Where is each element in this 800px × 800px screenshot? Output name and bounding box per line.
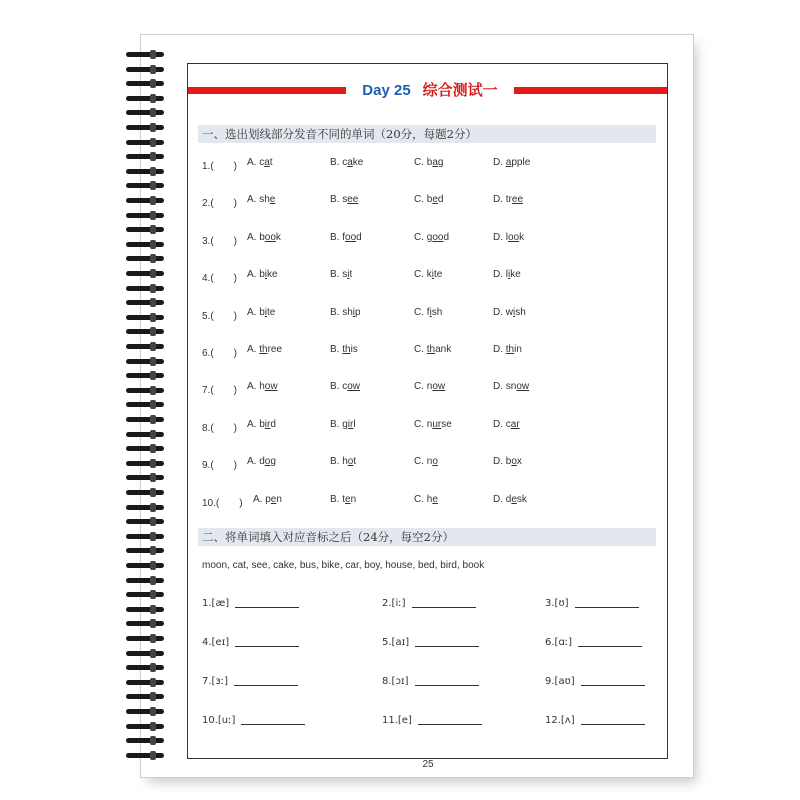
option-b: B. hot (330, 456, 357, 468)
section1-heading: 一、选出划线部分发音不同的单词（20分，每题2分） (198, 125, 656, 143)
question-number: 5.( ) (202, 310, 237, 322)
option-b: B. cow (330, 381, 361, 393)
binding-ring (126, 342, 166, 352)
option-c: C. bag (414, 157, 444, 168)
answer-blank[interactable] (234, 675, 298, 686)
question-number: 2.( ) (202, 198, 237, 210)
phonetic-item (202, 675, 298, 687)
binding-ring (126, 459, 166, 469)
phonetic-label: 10.[uː] (202, 715, 236, 726)
binding-ring (126, 707, 166, 717)
phonetic-item (545, 675, 645, 687)
binding-ring (126, 138, 166, 148)
option-a: A. cat (247, 157, 273, 168)
binding-ring (126, 371, 166, 381)
option-c: C. kite (414, 269, 443, 281)
answer-blank[interactable] (415, 636, 479, 647)
option-b: B. sit (330, 269, 353, 281)
binding-ring (126, 663, 166, 673)
answer-blank[interactable] (578, 636, 642, 647)
question-number: 10.( ) (202, 497, 243, 509)
binding-ring (126, 634, 166, 644)
phonetic-item (545, 636, 642, 648)
answer-blank[interactable] (235, 597, 299, 608)
page-number: 25 (422, 759, 434, 770)
option-d: D. wish (493, 306, 526, 318)
phonetic-label: 2.[iː] (382, 598, 406, 609)
phonetic-label: 9.[aʊ] (545, 676, 575, 687)
binding-ring (126, 736, 166, 746)
phonetic-label: 4.[eɪ] (202, 637, 230, 648)
phonetic-item (202, 714, 305, 726)
binding-ring (126, 488, 166, 498)
binding-ring (126, 327, 166, 337)
option-a: A. three (247, 344, 283, 355)
option-b: B. girl (330, 418, 356, 430)
answer-blank[interactable] (581, 714, 645, 725)
title-bar-left (188, 87, 346, 94)
option-d: D. apple (493, 157, 531, 168)
option-b: B. cake (330, 157, 364, 168)
binding-ring (126, 269, 166, 279)
option-a: A. pen (253, 493, 282, 505)
binding-ring (126, 211, 166, 221)
binding-ring (126, 692, 166, 702)
question-number: 8.( ) (202, 422, 237, 434)
option-c: C. now (414, 381, 446, 393)
question-number: 1.( ) (202, 161, 237, 172)
binding-ring (126, 590, 166, 600)
phonetic-label: 8.[ɔɪ] (382, 676, 409, 687)
binding-ring (126, 532, 166, 542)
question-number: 9.( ) (202, 460, 237, 472)
question-number: 6.( ) (202, 348, 237, 359)
binding-ring (126, 576, 166, 586)
phonetic-item (382, 636, 479, 648)
question-number: 3.( ) (202, 235, 237, 247)
binding-ring (126, 561, 166, 571)
option-c: C. he (414, 493, 438, 505)
binding-ring (126, 517, 166, 527)
binding-ring (126, 619, 166, 629)
binding-ring (126, 196, 166, 206)
binding-ring (126, 430, 166, 440)
phonetic-item (382, 714, 482, 726)
answer-blank[interactable] (418, 714, 482, 725)
binding-ring (126, 605, 166, 615)
answer-blank[interactable] (575, 597, 639, 608)
option-d: D. box (493, 456, 522, 468)
option-d: D. car (493, 418, 520, 430)
binding-ring (126, 284, 166, 294)
title-day: Day 25 (362, 82, 411, 99)
phonetic-item (202, 636, 299, 648)
option-d: D. look (493, 231, 525, 243)
option-d: D. like (493, 269, 521, 281)
binding-ring (126, 240, 166, 250)
binding-ring (126, 415, 166, 425)
option-a: A. bird (247, 418, 276, 430)
option-d: D. thin (493, 344, 522, 355)
question-number: 4.( ) (202, 273, 237, 285)
binding-ring (126, 298, 166, 308)
answer-blank[interactable] (581, 675, 645, 686)
option-b: B. food (330, 231, 362, 243)
phonetic-item (382, 597, 476, 609)
option-c: C. bed (414, 194, 444, 206)
option-b: B. ten (330, 493, 357, 505)
option-d: D. tree (493, 194, 524, 206)
answer-blank[interactable] (235, 636, 299, 647)
title-subtitle: 综合测试一 (422, 82, 498, 99)
binding-ring (126, 649, 166, 659)
option-c: C. fish (414, 306, 443, 318)
section2-heading: 二、将单词填入对应音标之后（24分，每空2分） (198, 528, 656, 546)
spiral-binding (126, 50, 166, 770)
page-title (346, 78, 514, 104)
binding-ring (126, 123, 166, 133)
phonetic-item (545, 597, 639, 609)
binding-ring (126, 108, 166, 118)
answer-blank[interactable] (241, 714, 305, 725)
binding-ring (126, 152, 166, 162)
answer-blank[interactable] (412, 597, 476, 608)
option-a: A. book (247, 231, 281, 243)
binding-ring (126, 722, 166, 732)
phonetic-item (382, 675, 479, 687)
option-a: A. how (247, 381, 278, 393)
binding-ring (126, 94, 166, 104)
phonetic-item (202, 597, 299, 609)
option-d: D. snow (493, 381, 530, 393)
binding-ring (126, 50, 166, 60)
phonetic-item (545, 714, 645, 726)
option-a: A. she (247, 194, 276, 206)
binding-ring (126, 386, 166, 396)
phonetic-label: 12.[ʌ] (545, 715, 575, 726)
phonetic-label: 11.[e] (382, 715, 412, 726)
binding-ring (126, 473, 166, 483)
title-banner (188, 78, 667, 104)
binding-ring (126, 546, 166, 556)
binding-ring (126, 313, 166, 323)
binding-ring (126, 357, 166, 367)
option-c: C. nurse (414, 418, 452, 430)
phonetic-label: 3.[ʊ] (545, 598, 569, 609)
binding-ring (126, 444, 166, 454)
title-bar-right (514, 87, 667, 94)
binding-ring (126, 79, 166, 89)
answer-blank[interactable] (415, 675, 479, 686)
phonetic-label: 5.[aɪ] (382, 637, 410, 648)
phonetic-label: 1.[æ] (202, 598, 230, 609)
binding-ring (126, 254, 166, 264)
binding-ring (126, 181, 166, 191)
option-d: D. desk (493, 493, 527, 505)
option-a: A. bike (247, 269, 278, 281)
phonetic-label: 6.[ɑː] (545, 637, 573, 648)
option-b: B. this (330, 344, 358, 355)
option-a: A. bite (247, 306, 276, 318)
option-a: A. dog (247, 456, 276, 468)
binding-ring (126, 65, 166, 75)
binding-ring (126, 678, 166, 688)
binding-ring (126, 167, 166, 177)
option-b: B. ship (330, 306, 361, 318)
option-c: C. thank (414, 344, 452, 355)
question-number: 7.( ) (202, 385, 237, 397)
binding-ring (126, 751, 166, 761)
binding-ring (126, 400, 166, 410)
option-c: C. good (414, 231, 450, 243)
binding-ring (126, 225, 166, 235)
option-c: C. no (414, 456, 438, 468)
phonetic-label: 7.[ɜː] (202, 676, 229, 687)
option-b: B. see (330, 194, 359, 206)
word-bank: moon, cat, see, cake, bus, bike, car, boy, house, bed, bird, book (202, 560, 485, 571)
binding-ring (126, 503, 166, 513)
